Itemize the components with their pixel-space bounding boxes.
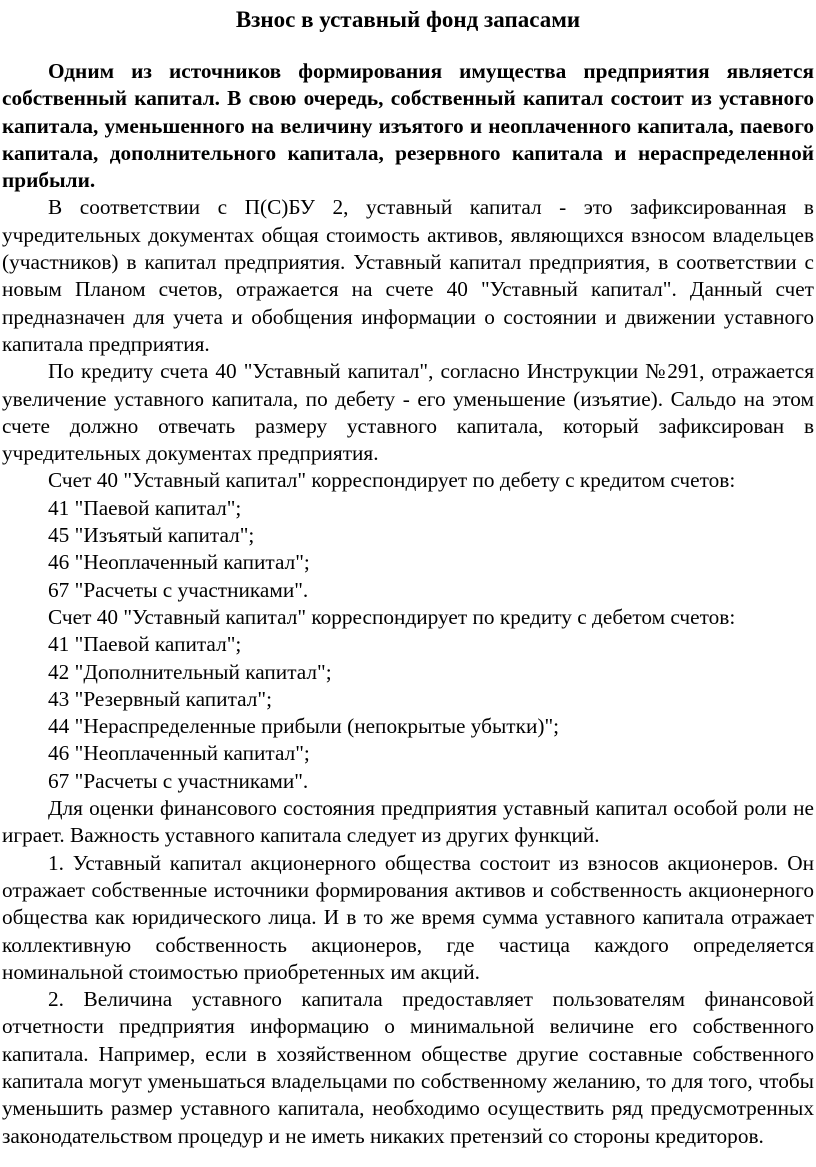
- debit-account-item: 45 "Изъятый капитал";: [48, 523, 255, 548]
- credit-account-item: 41 "Паевой капитал";: [48, 632, 242, 657]
- definition-paragraph: В соответствии с П(С)БУ 2, уставный капитал - это зафиксированная в учредительных документах общая стоимость активов, являющихся взносом владельцев (участников) в капитал предприятия. Уставный капитал предприятия, в соответствии с новым Планом счетов, отражается на счете 40 "Уставный капитал". Данный счет предназначен для учета и обобщения информации о состоянии и движении уставного капитала предприятия.: [2, 195, 814, 356]
- credit-account-item: 44 "Нераспределенные прибыли (непокрытые убытки)";: [48, 714, 560, 739]
- credit-account-item: 67 "Расчеты с участниками".: [48, 768, 309, 793]
- document-body: [2, 58, 814, 1150]
- point-one-paragraph: 1. Уставный капитал акционерного общества состоит из взносов акционеров. Он отражает собственные источники формирования активов и собственность акционерного общества как юридического лица. И в то же время сумма уставного капитала отражает коллективную собственность акционеров, где частица каждого определяется номинальной стоимостью приобретенных им акций.: [2, 850, 814, 984]
- debit-account-item: 41 "Паевой капитал";: [48, 495, 242, 520]
- document-title: Взнос в уставный фонд запасами: [235, 7, 581, 32]
- credit-debit-paragraph: По кредиту счета 40 "Уставный капитал", согласно Инструкции №291, отражается увеличение уставного капитала, по дебету - его уменьшение (изъятие). Сальдо на этом счете должно отвечать размеру уставного капитала, который зафиксирован в учредительных документах предприятия.: [2, 359, 814, 466]
- credit-correspondence-intro: Счет 40 "Уставный капитал" корреспондирует по кредиту с дебетом счетов:: [48, 604, 736, 629]
- debit-correspondence-intro: Счет 40 "Уставный капитал" корреспондирует по дебету с кредитом счетов:: [48, 468, 736, 493]
- debit-account-item: 67 "Расчеты с участниками".: [48, 577, 309, 602]
- role-paragraph: Для оценки финансового состояния предприятия уставный капитал особой роли не играет. Важность уставного капитала следует из других функций.: [2, 796, 814, 848]
- debit-account-item: 46 "Неоплаченный капитал";: [48, 550, 310, 575]
- intro-paragraph: Одним из источников формирования имущества предприятия является собственный капитал. В свою очередь, собственный капитал состоит из уставного капитала, уменьшенного на величину изъятого и неоплаченного капитала, паевого капитала, дополнительного капитала, резервного капитала и нераспределенной прибыли.: [2, 59, 814, 193]
- credit-account-item: 46 "Неоплаченный капитал";: [48, 741, 310, 766]
- point-two-paragraph: 2. Величина уставного капитала предоставляет пользователям финансовой отчетности предприятия информацию о минимальной величине его собственного капитала. Например, если в хозяйственном обществе другие составные собственного капитала могут уменьшаться владельцами по собственному желанию, то для того, чтобы уменьшить размер уставного капитала, необходимо осуществить ряд предусмотренных законодательством процедур и не иметь никаких претензий со стороны кредиторов.: [2, 987, 814, 1148]
- credit-account-item: 42 "Дополнительный капитал";: [48, 659, 332, 684]
- credit-account-item: 43 "Резервный капитал";: [48, 686, 273, 711]
